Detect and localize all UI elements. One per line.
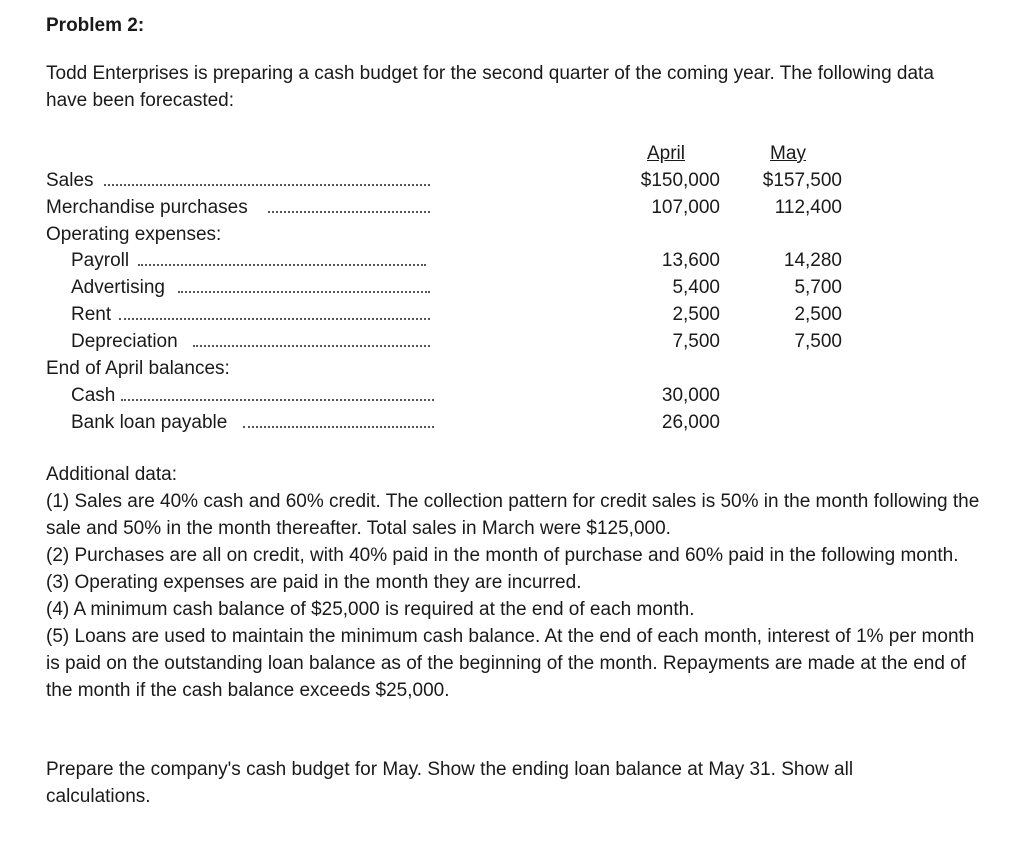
depreciation-may: 7,500	[794, 331, 842, 352]
balances-heading-row	[0, 355, 1027, 382]
leader-dots	[121, 399, 434, 401]
column-header-april: April	[646, 143, 685, 164]
cash-row	[0, 382, 1027, 409]
rent-may: 2,500	[794, 304, 842, 325]
sales-april: $150,000	[640, 170, 720, 191]
loan-row	[0, 409, 1027, 436]
depreciation-label: Depreciation	[71, 331, 178, 352]
problem-title: Problem 2:	[46, 15, 145, 36]
opex-heading: Operating expenses:	[46, 224, 222, 245]
advertising-april: 5,400	[672, 277, 720, 298]
intro-paragraph: Todd Enterprises is preparing a cash budget for the second quarter of the coming year. The following data have been forecasted:	[46, 63, 934, 111]
rent-label: Rent	[71, 304, 112, 325]
payroll-april: 13,600	[661, 250, 720, 271]
column-header-row	[0, 140, 1027, 167]
loan-label: Bank loan payable	[71, 412, 228, 433]
purchases-april: 107,000	[651, 197, 720, 218]
payroll-row	[0, 247, 1027, 274]
additional-data-section	[46, 461, 986, 704]
advertising-label: Advertising	[71, 277, 165, 298]
purchases-row	[0, 194, 1027, 221]
sales-label: Sales	[46, 170, 94, 191]
advertising-row	[0, 274, 1027, 301]
additional-item-3: (3) Operating expenses are paid in the month they are incurred.	[46, 572, 582, 593]
leader-dots	[138, 264, 426, 266]
purchases-label: Merchandise purchases	[46, 197, 248, 218]
leader-dots	[193, 345, 430, 347]
instruction-paragraph: Prepare the company's cash budget for May. Show the ending loan balance at May 31. Show all calculations.	[46, 759, 854, 807]
additional-item-1: (1) Sales are 40% cash and 60% credit. The collection pattern for credit sales is 50% in the month following the sale and 50% in the month thereafter. Total sales in March were $125,000.	[46, 491, 980, 539]
balances-heading: End of April balances:	[46, 358, 230, 379]
leader-dots	[119, 318, 430, 320]
additional-heading: Additional data:	[46, 464, 177, 485]
depreciation-april: 7,500	[672, 331, 720, 352]
leader-dots	[243, 426, 434, 428]
leader-dots	[104, 184, 430, 186]
sales-row	[0, 167, 1027, 194]
rent-row	[0, 301, 1027, 328]
loan-april: 26,000	[661, 412, 720, 433]
leader-dots	[268, 211, 430, 213]
cash-april: 30,000	[661, 385, 720, 406]
sales-may: $157,500	[762, 170, 842, 191]
opex-heading-row	[0, 221, 1027, 248]
payroll-label: Payroll	[71, 250, 130, 271]
cash-label: Cash	[71, 385, 116, 406]
payroll-may: 14,280	[783, 250, 842, 271]
advertising-may: 5,700	[794, 277, 842, 298]
additional-item-4: (4) A minimum cash balance of $25,000 is required at the end of each month.	[46, 599, 695, 620]
additional-item-5: (5) Loans are used to maintain the minimum cash balance. At the end of each month, interest of 1% per month is paid on the outstanding loan balance as of the beginning of the month. Repayments are made at the end of the month if the cash balance exceeds $25,000.	[46, 626, 975, 701]
purchases-may: 112,400	[774, 197, 842, 218]
additional-item-2: (2) Purchases are all on credit, with 40% paid in the month of purchase and 60% paid in the following month.	[46, 545, 959, 566]
rent-april: 2,500	[672, 304, 720, 325]
column-header-may: May	[770, 143, 806, 164]
depreciation-row	[0, 328, 1027, 355]
leader-dots	[178, 291, 430, 293]
